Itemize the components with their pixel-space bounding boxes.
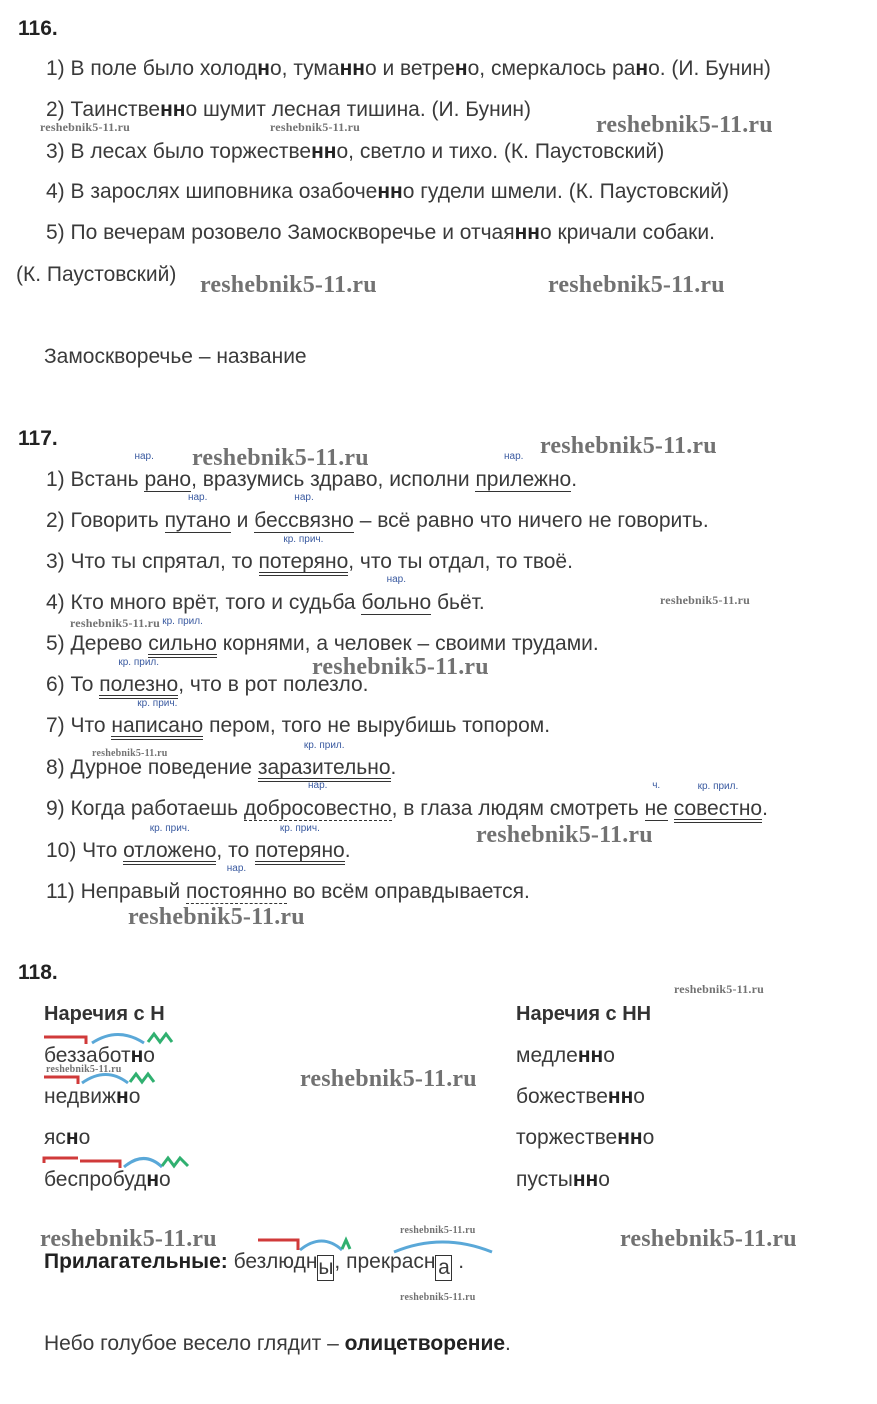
- underlined-particle: ч. не: [644, 780, 668, 820]
- root-mark: [44, 1037, 86, 1044]
- adverb-nn-2: божественно: [516, 1085, 645, 1108]
- watermark: reshebnik5-11.ru: [400, 1225, 476, 1236]
- adverb-nn-1: медленно: [516, 1044, 615, 1067]
- double-underlined-word: кр. прич. потеряно: [259, 552, 349, 576]
- watermark: reshebnik5-11.ru: [300, 1066, 477, 1092]
- watermark: reshebnik5-11.ru: [40, 120, 130, 134]
- double-underlined-word: кр. прил. сильно: [148, 634, 217, 658]
- watermark: reshebnik5-11.ru: [548, 272, 725, 298]
- watermark: reshebnik5-11.ru: [70, 616, 160, 630]
- sentence-116-5: 5) По вечерам розовело Замоскворечье и отчаянно кричали собаки.: [46, 221, 715, 244]
- watermark: reshebnik5-11.ru: [620, 1226, 797, 1252]
- sentence-117-2: 2) Говорить нар. путано и нар. бессвязно – всё равно что ничего не говорить.: [46, 492, 709, 532]
- sentence-117-6: 6) То кр. прил. полезно, что в рот полезло.: [46, 673, 369, 699]
- watermark: reshebnik5-11.ru: [200, 272, 377, 298]
- double-underlined-word: кр. прич. отложено: [123, 841, 216, 865]
- sentence-117-4: 4) Кто много врёт, того и судьба нар. больно бьёт.: [46, 574, 485, 614]
- adverb-n-4: беспробудно: [44, 1168, 171, 1191]
- suffix-mark: [124, 1159, 162, 1168]
- final-sentence: Небо голубое весело глядит – олицетворение.: [44, 1332, 511, 1355]
- underlined-word: нар. больно: [361, 574, 432, 614]
- adverb-n-1: беззаботно: [44, 1044, 155, 1067]
- double-underlined-word: кр. прил. полезно: [99, 675, 178, 699]
- underlined-word: нар. бессвязно: [254, 492, 354, 532]
- watermark: reshebnik5-11.ru: [46, 1064, 122, 1075]
- adverb-n-3: ясно: [44, 1126, 91, 1149]
- column-header-n: Наречия с Н: [44, 1003, 165, 1025]
- watermark: reshebnik5-11.ru: [476, 822, 653, 848]
- sentence-117-1: 1) Встань нар. рано, вразумись здраво, исполни нар. прилежно.: [46, 451, 578, 491]
- exercise-116-number: 116.: [18, 17, 58, 40]
- ending-mark: [342, 1240, 350, 1249]
- sentence-117-3: 3) Что ты спрятал, то кр. прич. потеряно, что ты отдал, то твоё.: [46, 550, 573, 576]
- double-underlined-word: кр. прил. заразительно: [258, 758, 391, 782]
- underlined-word: нар. рано: [134, 451, 192, 491]
- double-underlined-word: кр. прич. написано: [111, 716, 203, 740]
- underlined-word: нар. прилежно: [475, 451, 572, 491]
- column-header-nn: Наречия с НН: [516, 1003, 652, 1025]
- watermark: reshebnik5-11.ru: [596, 112, 773, 138]
- adverb-n-2: недвижно: [44, 1085, 141, 1108]
- sentence-116-1: 1) В поле было холодно, туманно и ветрено, смеркалось рано. (И. Бунин): [46, 57, 771, 80]
- sentence-116-2: 2) Таинственно шумит лесная тишина. (И. Бунин): [46, 98, 532, 121]
- dashed-underlined-word: нар. добросовестно: [243, 780, 392, 820]
- note-116: Замоскворечье – название: [44, 345, 307, 368]
- watermark: reshebnik5-11.ru: [192, 445, 369, 471]
- suffix-mark: [300, 1241, 342, 1250]
- adverb-nn-3: торжественно: [516, 1126, 655, 1149]
- exercise-118-number: 118.: [18, 961, 58, 984]
- double-underlined-word: кр. прил. совестно: [674, 799, 762, 823]
- sentence-116-5-author: (К. Паустовский): [16, 263, 177, 286]
- sentence-117-7: 7) Что кр. прич. написано пером, того не вырубишь топором.: [46, 714, 550, 740]
- watermark: reshebnik5-11.ru: [674, 982, 764, 996]
- adjectives-line: Прилагательные: безлюдны, прекрасн а .: [44, 1250, 465, 1279]
- double-underlined-word: кр. прич. потеряно: [255, 841, 345, 865]
- ending-box: ы: [318, 1256, 334, 1279]
- watermark: reshebnik5-11.ru: [660, 593, 750, 607]
- sentence-117-9: 9) Когда работаешь нар. добросовестно, в глаза людям смотреть ч. не кр. прил. совестно.: [46, 797, 768, 823]
- root-mark: [80, 1161, 120, 1168]
- sentence-116-3: 3) В лесах было торжественно, светло и тихо. (К. Паустовский): [46, 140, 665, 163]
- prefix-mark: [44, 1158, 78, 1163]
- ending-box: а: [435, 1255, 452, 1281]
- suffix-mark: [92, 1035, 144, 1044]
- sentence-117-5: 5) Дерево кр. прил. сильно корнями, а человек – своими трудами.: [46, 632, 599, 658]
- watermark: reshebnik5-11.ru: [400, 1292, 476, 1303]
- dashed-underlined-word: нар. постоянно: [186, 863, 287, 903]
- sentence-116-4: 4) В зарослях шиповника озабоченно гудели шмели. (К. Паустовский): [46, 180, 730, 203]
- suffix-mark: [82, 1075, 128, 1084]
- sentence-117-10: 10) Что кр. прич. отложено, то кр. прич. потеряно.: [46, 839, 351, 865]
- watermark: reshebnik5-11.ru: [270, 120, 360, 134]
- sentence-117-8: 8) Дурное поведение кр. прил. заразительно.: [46, 756, 396, 782]
- watermark: reshebnik5-11.ru: [128, 904, 305, 930]
- root-mark: [258, 1240, 298, 1250]
- root-mark: [44, 1077, 78, 1084]
- watermark: reshebnik5-11.ru: [540, 433, 717, 459]
- watermark: reshebnik5-11.ru: [312, 654, 489, 680]
- watermark: reshebnik5-11.ru: [92, 748, 168, 759]
- sentence-117-11: 11) Неправый нар. постоянно во всём оправдывается.: [46, 863, 530, 903]
- exercise-117-number: 117.: [18, 427, 58, 450]
- ending-mark: [148, 1034, 172, 1042]
- ending-mark: [130, 1074, 154, 1082]
- ending-mark: [162, 1158, 188, 1166]
- watermark: reshebnik5-11.ru: [40, 1226, 217, 1252]
- adverb-nn-4: пустынно: [516, 1168, 610, 1191]
- underlined-word: нар. путано: [164, 492, 231, 532]
